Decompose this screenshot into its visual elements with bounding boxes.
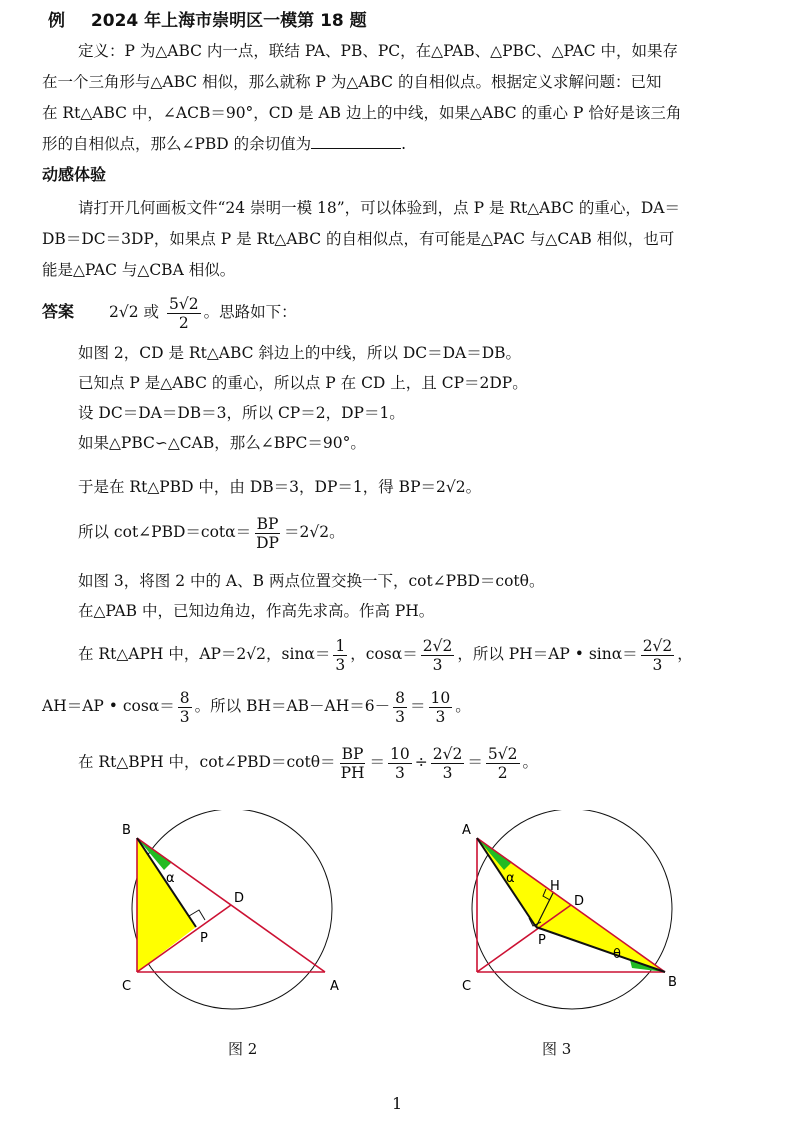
fig3-label-A: A — [462, 823, 471, 838]
answer-tail: 。思路如下： — [203, 303, 297, 321]
experience-line-2: DB＝DC＝3DP，如果点 P 是 Rt△ABC 的自相似点，有可能是△PAC 与△CAB 相似，也可 — [42, 230, 675, 248]
problem-line-4 — [42, 133, 406, 155]
answer-or: 或 — [143, 303, 160, 321]
solution-line-7: 如图 3，将图 2 中的 A、B 两点位置交换一下，cot∠PBD＝cotθ。 — [78, 572, 545, 590]
problem-question: 形的自相似点，那么∠PBD 的余切值为 — [42, 135, 312, 153]
problem-line-2: 在一个三角形与△ABC 相似，那么就称 P 为△ABC 的自相似点。根据定义求解问题：已知 — [42, 73, 662, 91]
fig3-label-P: P — [538, 933, 546, 948]
problem-line-3: 在 Rt△ABC 中，∠ACB＝90°，CD 是 AB 边上的中线，如果△ABC 的重心 P 恰好是该三角 — [42, 104, 682, 122]
experience-line-1: 请打开几何画板文件“24 崇明一模 18”，可以体验到，点 P 是 Rt△ABC 的重心，DA＝ — [78, 199, 680, 217]
problem-header — [48, 10, 367, 32]
solution-line-10: AH＝AP • cosα＝ $\frac{8}{3}$ 。所以 BH＝AB－AH＝6－ $\frac{8}{3}$ ＝ $\frac{10}{3}$ 。 — [42, 688, 471, 726]
fig2-label-P: P — [200, 931, 208, 946]
figure-2-caption: 图 2 — [228, 1040, 258, 1058]
fig2-label-B: B — [122, 823, 131, 838]
solution-line-3: 设 DC＝DA＝DB＝3，所以 CP＝2，DP＝1。 — [78, 404, 405, 422]
fraction-5r2-2: $\frac{5√2}{2}$ — [487, 744, 518, 782]
fig3-label-C: C — [462, 979, 472, 994]
fraction-10-3: $\frac{10}{3}$ — [390, 744, 410, 782]
figure-3 — [440, 810, 740, 1030]
solution-line-6: 所以 cot∠PBD＝cotα＝ $\frac{BP}{DP}$ ＝2√2。 — [78, 514, 345, 552]
fig3-label-alpha: α — [506, 871, 515, 886]
problem-line-1: 定义：P 为△ABC 内一点，联结 PA、PB、PC，在△PAB、△PBC、△PAC 中，如果存 — [78, 42, 678, 60]
fraction-bp-ph: $\frac{BP}{PH}$ — [340, 744, 365, 782]
fraction-bp-dp: $\frac{BP}{DP}$ — [256, 514, 279, 552]
example-label: 例 — [48, 11, 65, 31]
experience-heading: 动感体验 — [42, 165, 107, 184]
fig3-label-theta: θ — [613, 947, 621, 962]
solution-line-11: 在 Rt△BPH 中，cot∠PBD＝cotθ＝ $\frac{BP}{PH}$ ＝ $\frac{10}{3}$ ÷ $\frac{2√2}{3}$ ＝ $\frac{5√2}{2}$ 。 — [78, 744, 539, 782]
solution-line-2: 已知点 P 是△ABC 的重心，所以点 P 在 CD 上，且 CP＝2DP。 — [78, 374, 528, 392]
fig2-label-D: D — [234, 891, 245, 906]
solution-line-1: 如图 2，CD 是 Rt△ABC 斜边上的中线，所以 DC＝DA＝DB。 — [78, 344, 522, 362]
fraction-bh: $\frac{10}{3}$ — [430, 688, 451, 726]
fraction-cos: $\frac{2√2}{3}$ — [422, 636, 453, 674]
fig3-label-B: B — [668, 975, 677, 990]
experience-line-3: 能是△PAC 与△CBA 相似。 — [42, 261, 236, 279]
median-cd — [477, 905, 571, 972]
page-number: 1 — [392, 1094, 403, 1113]
fraction-8-3: $\frac{8}{3}$ — [395, 688, 406, 726]
fraction-sin: $\frac{1}{3}$ — [335, 636, 346, 674]
fig2-label-alpha: α — [166, 871, 175, 886]
solution-line-5: 于是在 Rt△PBD 中，由 DB＝3，DP＝1，得 BP＝2√2。 — [78, 478, 482, 496]
solution-line-4: 如果△PBC∽△CAB，那么∠BPC＝90°。 — [78, 434, 366, 452]
problem-title: 2024 年上海市崇明区一模第 18 题 — [90, 11, 367, 31]
fig3-label-D: D — [574, 894, 585, 909]
problem-period: . — [401, 135, 407, 153]
fraction-2r2-3: $\frac{2√2}{3}$ — [432, 744, 463, 782]
fraction-ah: $\frac{8}{3}$ — [179, 688, 190, 726]
fraction-ph: $\frac{2√2}{3}$ — [642, 636, 673, 674]
answer-value-2: $\frac{5√2}{2}$ — [168, 294, 199, 332]
answer-label: 答案 — [42, 302, 75, 321]
fig2-label-A: A — [330, 979, 339, 994]
figure-2 — [100, 810, 400, 1030]
figure-3-caption: 图 3 — [542, 1040, 572, 1058]
solution-line-8: 在△PAB 中，已知边角边，作高先求高。作高 PH。 — [78, 602, 435, 620]
fig3-label-H: H — [550, 879, 560, 894]
answer-value-1: 2√2 — [108, 303, 139, 321]
solution-line-9: 在 Rt△APH 中，AP＝2√2，sinα＝ $\frac{1}{3}$ ，cosα＝ $\frac{2√2}{3}$ ，所以 PH＝AP • sinα＝ $\frac{2√2}{3}$ ， — [78, 636, 693, 674]
fig2-label-C: C — [122, 979, 132, 994]
answer-line — [42, 292, 297, 332]
answer-blank — [311, 134, 401, 149]
